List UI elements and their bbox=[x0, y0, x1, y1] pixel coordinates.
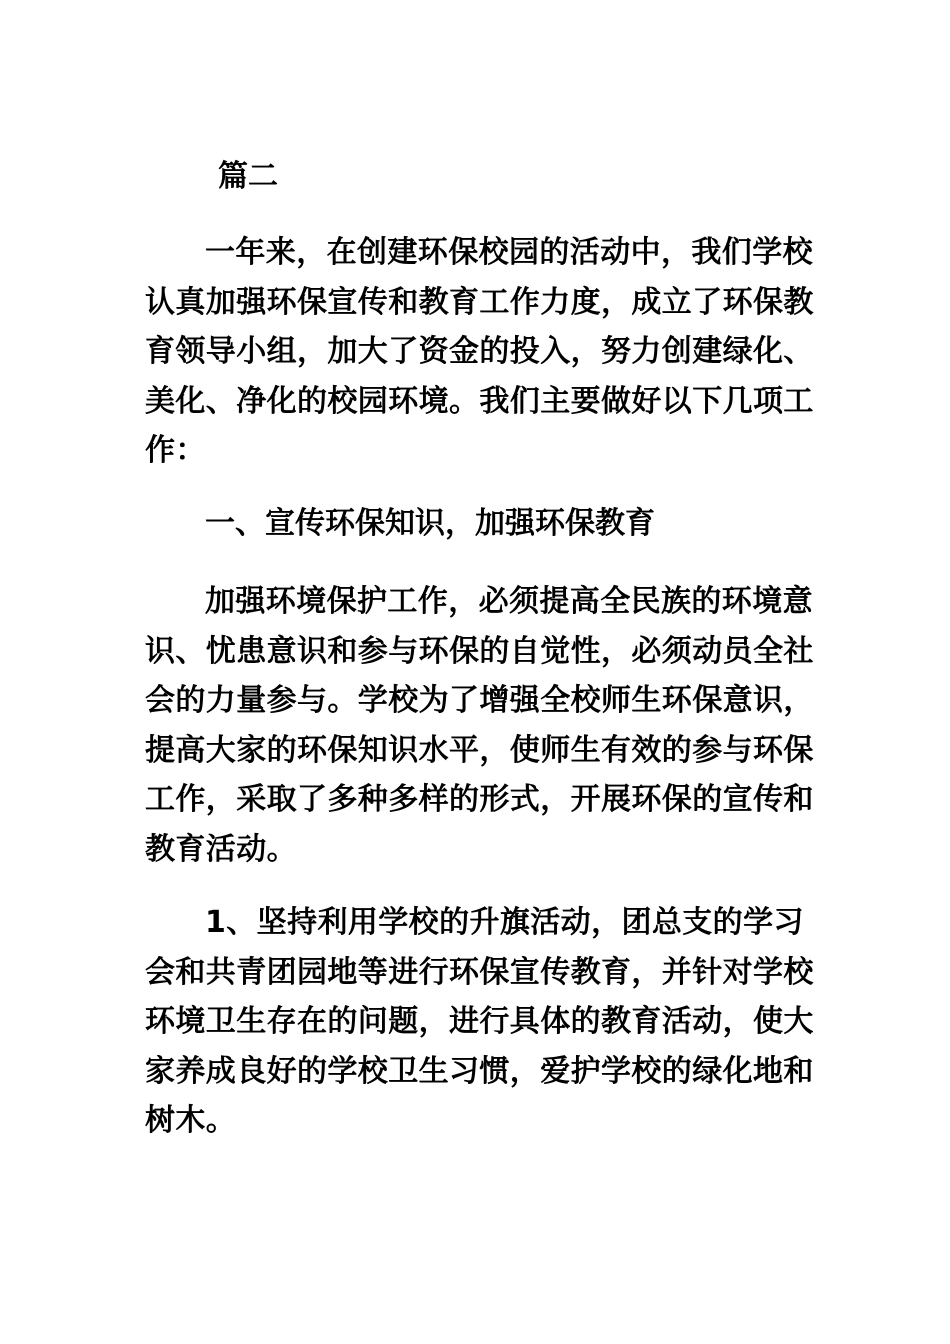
paragraph-line: 环境卫生存在的问题，进行具体的教育活动，使大 bbox=[145, 1004, 814, 1039]
paragraph-intro bbox=[145, 228, 815, 476]
paragraph-awareness bbox=[145, 577, 815, 874]
paragraph-line: 1、坚持利用学校的升旗活动，团总支的学习 bbox=[205, 905, 804, 940]
section-heading: 一、宣传环保知识，加强环保教育 bbox=[205, 506, 655, 541]
paragraph-line: 工作，采取了多种多样的形式，开展环保的宣传和 bbox=[145, 782, 814, 817]
paragraph-line: 美化、净化的校园环境。我们主要做好以下几项工 bbox=[145, 383, 814, 419]
paragraph-line: 加强环境保护工作，必须提高全民族的环境意 bbox=[205, 584, 813, 619]
paragraph-line: 认真加强环保宣传和教育工作力度，成立了环保教 bbox=[145, 284, 814, 320]
paragraph-item-1 bbox=[145, 898, 815, 1146]
paragraph-line: 识、忧患意识和参与环保的自觉性，必须动员全社 bbox=[145, 633, 814, 669]
paragraph-line: 育领导小组，加大了资金的投入，努力创建绿化、 bbox=[145, 334, 814, 369]
paragraph-line: 家养成良好的学校卫生习惯，爱护学校的绿化地和 bbox=[145, 1053, 814, 1089]
paragraph-line: 提高大家的环保知识水平，使师生有效的参与环保 bbox=[145, 732, 814, 768]
paragraph-line: 树木。 bbox=[145, 1103, 237, 1138]
paragraph-line: 教育活动。 bbox=[145, 831, 297, 867]
document-title: 篇二 bbox=[218, 159, 278, 194]
paragraph-line: 作： bbox=[145, 433, 206, 468]
paragraph-line: 会和共青团园地等进行环保宣传教育，并针对学校 bbox=[145, 954, 814, 990]
paragraph-line: 会的力量参与。学校为了增强全校师生环保意识， bbox=[145, 683, 814, 718]
paragraph-line: 一年来，在创建环保校园的活动中，我们学校 bbox=[205, 235, 813, 270]
